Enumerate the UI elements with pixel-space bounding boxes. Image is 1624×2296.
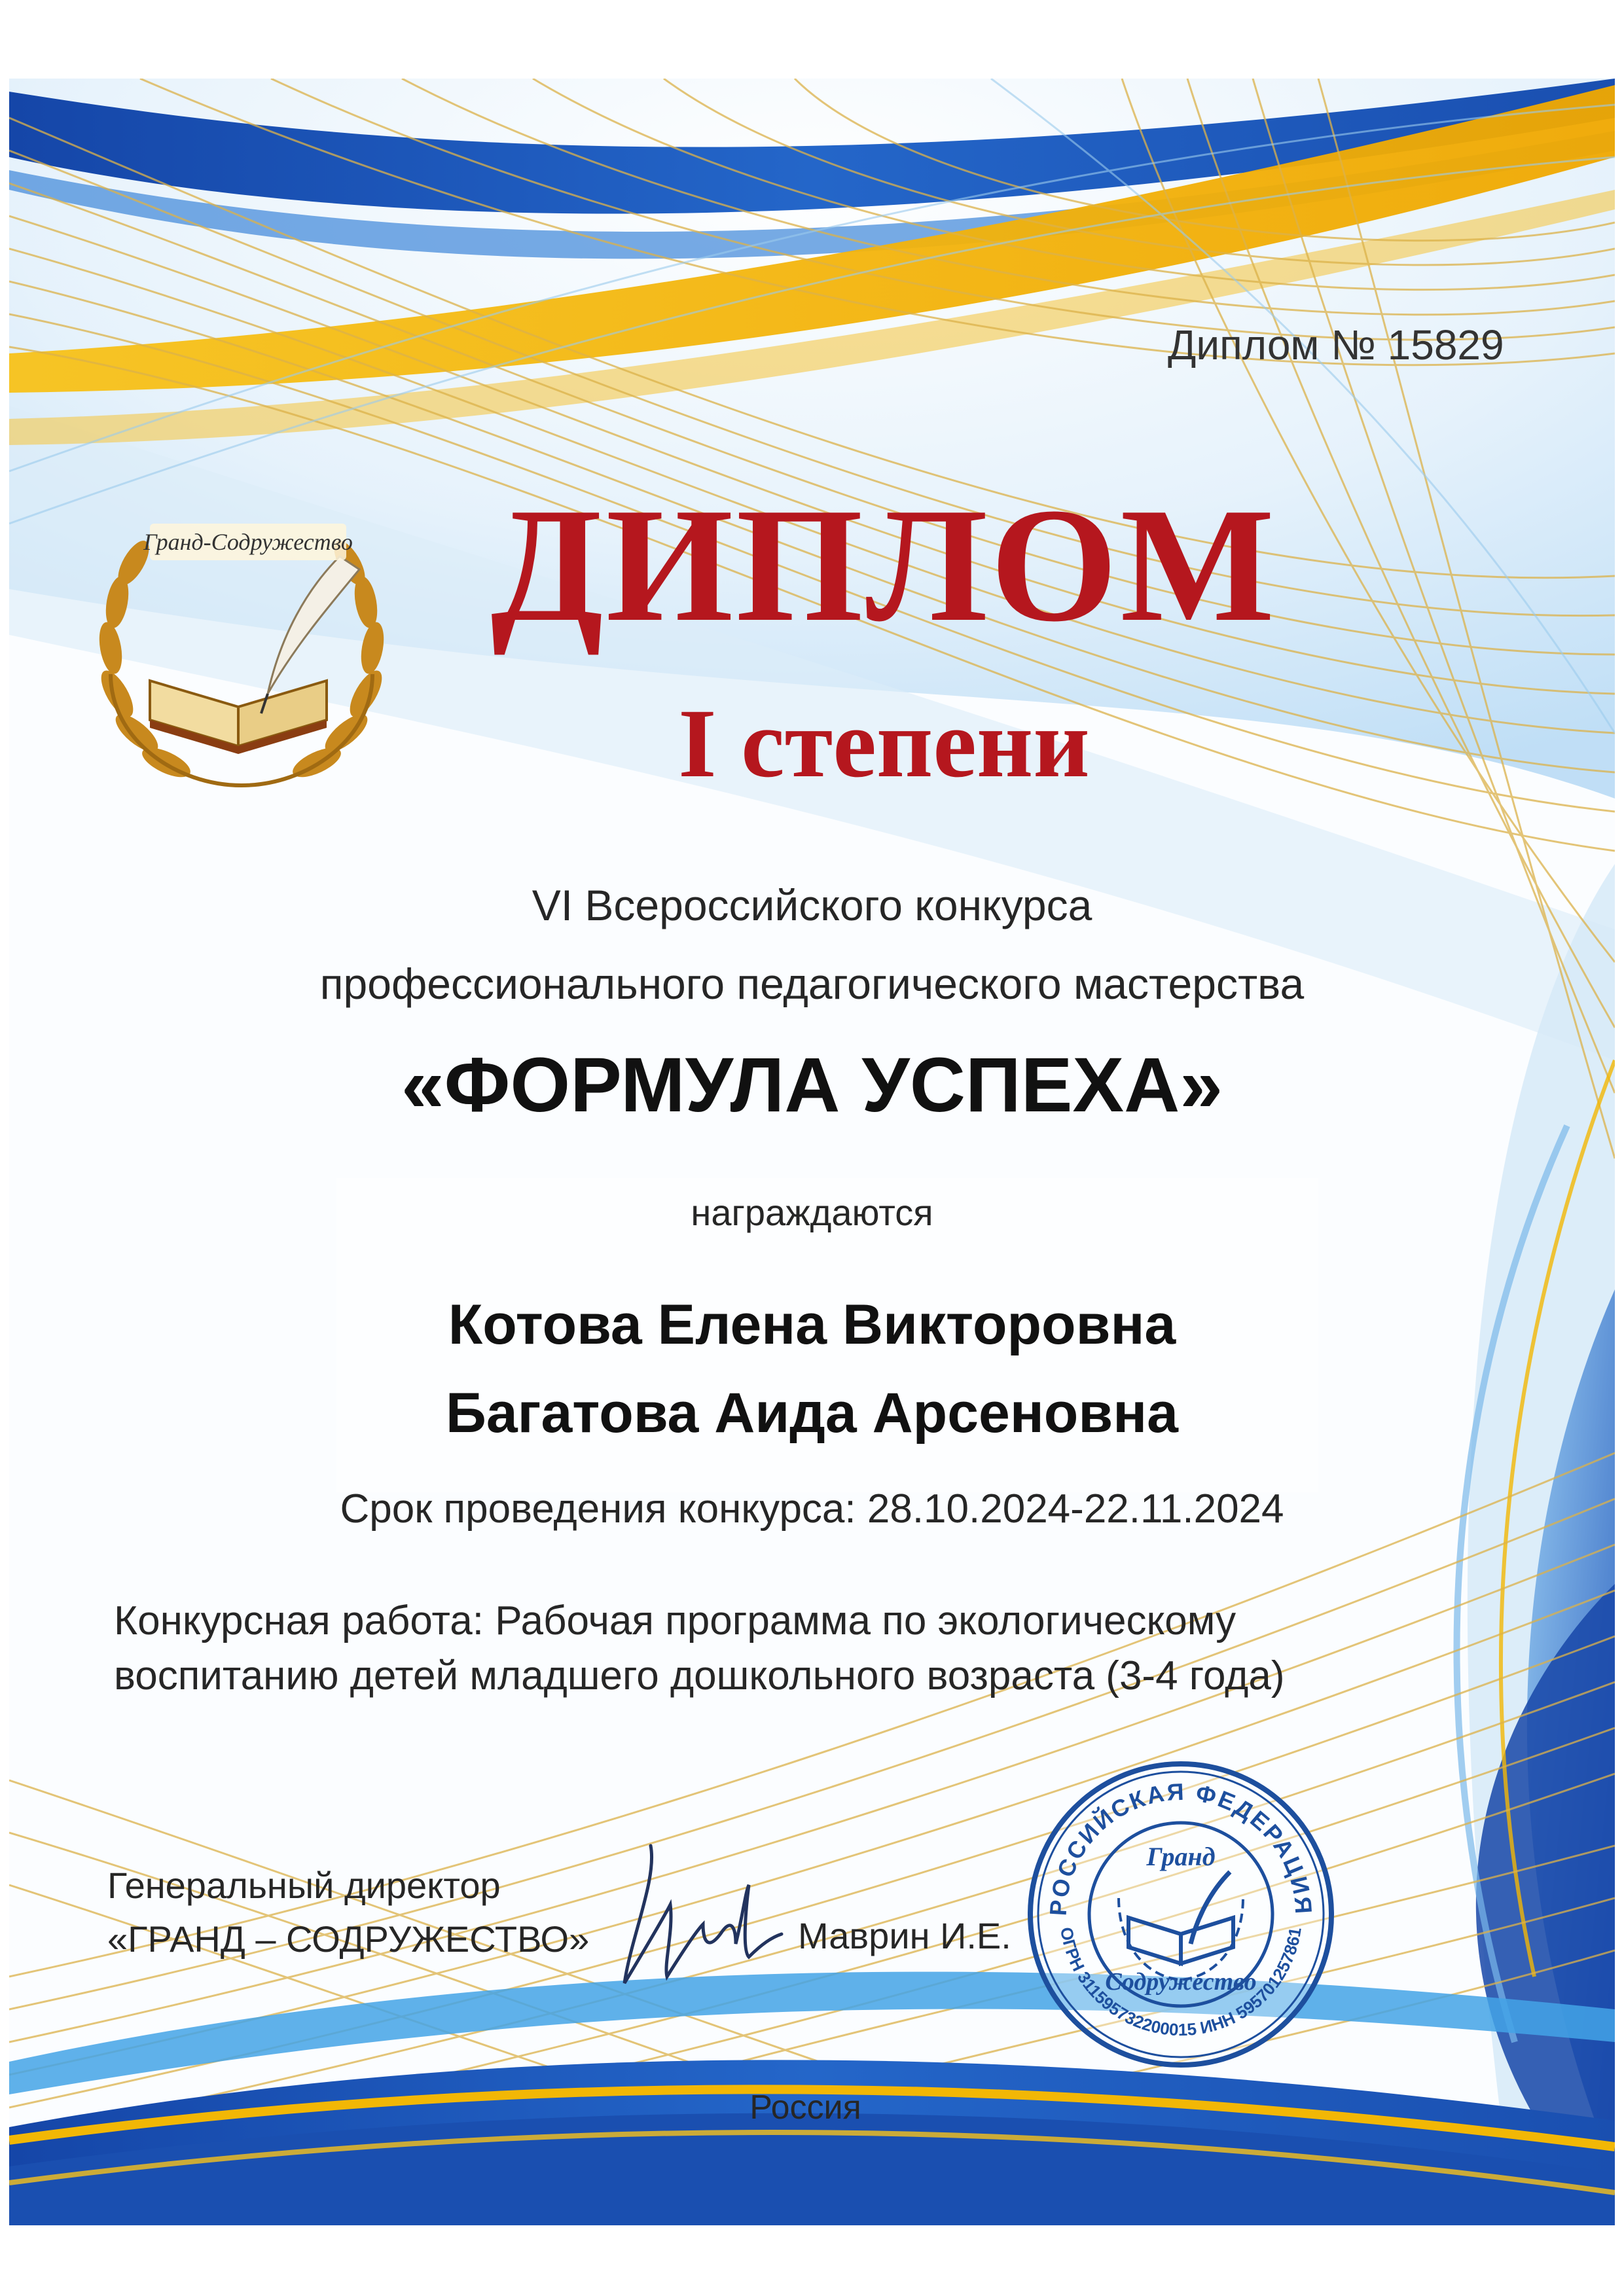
director-title: [107, 1859, 589, 1966]
diploma-sheet: [9, 79, 1615, 2225]
stamp-seal: [1020, 1754, 1341, 2075]
contest-line-1: VI Всероссийского конкурса: [532, 881, 1092, 929]
country: Россия: [749, 2089, 861, 2126]
diploma-number: Диплом № 15829: [1168, 321, 1504, 368]
seal-top-text: РОССИЙСКАЯ ФЕДЕРАЦИЯ: [1044, 1778, 1318, 1917]
signature-icon: [611, 1820, 788, 2009]
contest-work: [114, 1594, 1284, 1704]
recipient-name: Котова Елена Викторовна: [448, 1293, 1176, 1356]
diploma-title: ДИПЛОМ: [490, 475, 1278, 656]
awarded-label: награждаются: [691, 1192, 933, 1233]
logo-text: Гранд-Содружество: [143, 529, 353, 555]
recipient-name: Багатова Аида Арсеновна: [446, 1382, 1178, 1444]
contest-work-line-2: воспитанию детей младшего дошкольного возраста (3-4 года): [114, 1653, 1285, 1698]
contest-work-line-1: Конкурсная работа: Рабочая программа по экологическому: [114, 1598, 1236, 1643]
seal-center-top: Гранд: [1146, 1842, 1216, 1871]
seal-bottom-text: ОГРН 311595732200015 ИНН 595701257861: [1056, 1926, 1305, 2040]
contest-name: «ФОРМУЛА УСПЕХА»: [401, 1042, 1223, 1128]
director-line-1: Генеральный директор: [107, 1865, 501, 1906]
diploma-degree: I степени: [678, 689, 1090, 798]
director-line-2: «ГРАНД – СОДРУЖЕСТВО»: [107, 1918, 590, 1960]
signer-name: Маврин И.Е.: [798, 1915, 1011, 1956]
contest-line-2: профессионального педагогического мастерства: [319, 960, 1305, 1008]
seal-center-bottom: Содружество: [1105, 1968, 1257, 1996]
contest-period: Срок проведения конкурса: 28.10.2024-22.11.2024: [340, 1486, 1284, 1532]
